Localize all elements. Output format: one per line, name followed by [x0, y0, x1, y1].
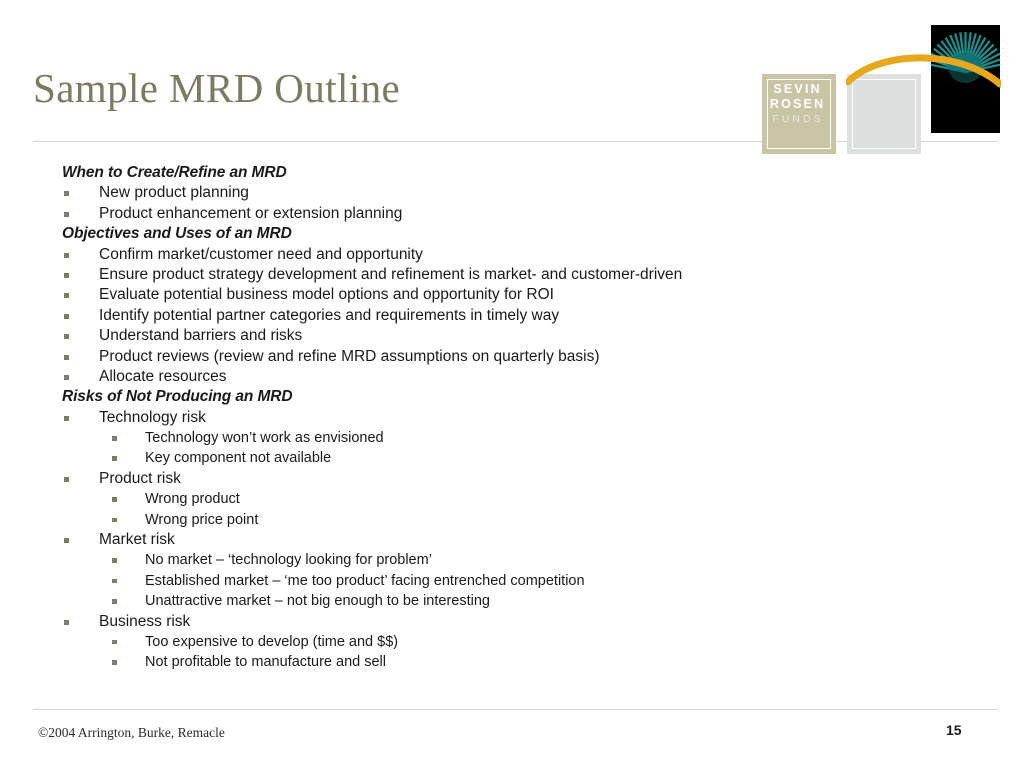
- outline-text: Allocate resources: [99, 367, 227, 385]
- square-bullet-icon: [112, 436, 117, 441]
- outline-text: Confirm market/customer need and opportunity: [99, 245, 423, 263]
- outline-bullet-level-2: [62, 448, 962, 468]
- outline-text: Not profitable to manufacture and sell: [145, 654, 386, 671]
- outline-text: Ensure product strategy development and refinement is market- and customer-driven: [99, 265, 683, 283]
- outline-text: Evaluate potential business model options and opportunity for ROI: [99, 286, 554, 304]
- square-bullet-icon: [64, 212, 69, 217]
- square-bullet-icon: [64, 191, 69, 196]
- outline-text: Product reviews (review and refine MRD assumptions on quarterly basis): [99, 347, 600, 365]
- logo-accent-square-gray: [847, 74, 921, 154]
- outline-bullet-level-1: [62, 306, 962, 326]
- outline-bullet-level-1: [62, 469, 962, 489]
- outline-bullet-level-2: [62, 428, 962, 448]
- outline-bullet-level-1: [62, 265, 962, 285]
- outline-text: Wrong price point: [145, 511, 259, 528]
- outline-bullet-level-1: [62, 183, 962, 203]
- outline-text: Key component not available: [145, 450, 332, 467]
- outline-bullet-level-2: [62, 489, 962, 509]
- outline-text: Identify potential partner categories and requirements in timely way: [99, 306, 560, 324]
- page-title: Sample MRD Outline: [33, 65, 401, 111]
- outline-bullet-level-1: [62, 367, 962, 387]
- footer-divider: [33, 709, 997, 710]
- outline-bullet-level-2: [62, 571, 962, 591]
- square-bullet-icon: [112, 660, 117, 665]
- square-bullet-icon: [64, 355, 69, 360]
- square-bullet-icon: [64, 253, 69, 258]
- square-bullet-icon: [112, 640, 117, 645]
- outline-bullet-level-1: [62, 612, 962, 632]
- square-bullet-icon: [64, 477, 69, 482]
- outline-text: Product enhancement or extension planning: [99, 204, 403, 222]
- outline-text: Established market – ‘me too product’ facing entrenched competition: [145, 572, 585, 589]
- footer-copyright: ©2004 Arrington, Burke, Remacle: [38, 725, 225, 740]
- outline-heading: [62, 163, 962, 183]
- outline-bullet-level-1: [62, 347, 962, 367]
- outline-bullet-level-2: [62, 510, 962, 530]
- square-bullet-icon: [64, 334, 69, 339]
- logo-black-mark: [931, 25, 1000, 133]
- sevin-rosen-funds-logo: [762, 25, 1000, 133]
- outline-text: No market – ‘technology looking for problem’: [145, 552, 432, 569]
- square-bullet-icon: [64, 416, 69, 421]
- square-bullet-icon: [64, 538, 69, 543]
- outline-bullet-level-1: [62, 245, 962, 265]
- outline-text: Technology won’t work as envisioned: [145, 430, 384, 447]
- square-bullet-icon: [64, 620, 69, 625]
- outline-text: Understand barriers and risks: [99, 327, 303, 345]
- square-bullet-icon: [112, 558, 117, 563]
- outline-bullet-level-1: [62, 285, 962, 305]
- square-bullet-icon: [112, 599, 117, 604]
- title-block: [33, 62, 733, 124]
- square-bullet-icon: [64, 375, 69, 380]
- outline-text: When to Create/Refine an MRD: [62, 164, 287, 181]
- outline-bullet-level-1: [62, 408, 962, 428]
- square-bullet-icon: [112, 579, 117, 584]
- outline-bullet-level-2: [62, 550, 962, 570]
- outline-text: Market risk: [99, 531, 175, 549]
- square-bullet-icon: [64, 273, 69, 278]
- outline-text: Objectives and Uses of an MRD: [62, 225, 292, 243]
- outline-body: [62, 163, 962, 673]
- outline-heading: [62, 387, 962, 407]
- square-bullet-icon: [112, 518, 117, 523]
- outline-bullet-level-2: [62, 652, 962, 672]
- outline-text: New product planning: [99, 184, 249, 202]
- footer-page-number: 15: [946, 722, 962, 738]
- square-bullet-icon: [64, 314, 69, 319]
- square-bullet-icon: [112, 456, 117, 461]
- square-bullet-icon: [64, 293, 69, 298]
- outline-text: Risks of Not Producing an MRD: [62, 388, 293, 406]
- outline-text: Wrong product: [145, 491, 240, 508]
- outline-bullet-level-1: [62, 204, 962, 224]
- logo-word-rosen: ROSEN: [769, 97, 826, 111]
- outline-text: Too expensive to develop (time and $$): [145, 633, 399, 650]
- outline-text: Business risk: [99, 612, 191, 630]
- outline-bullet-level-2: [62, 632, 962, 652]
- outline-bullet-level-2: [62, 591, 962, 611]
- outline-text: Technology risk: [99, 408, 206, 426]
- logo-word-sevin: SEVIN: [773, 82, 822, 96]
- outline-bullet-level-1: [62, 530, 962, 550]
- logo-word-funds: FUNDS: [772, 113, 824, 125]
- starburst-icon: [931, 32, 1000, 83]
- outline-heading: [62, 224, 962, 244]
- outline-text: Unattractive market – not big enough to be interesting: [145, 593, 490, 610]
- outline-text: Product risk: [99, 469, 181, 487]
- outline-bullet-level-1: [62, 326, 962, 346]
- square-bullet-icon: [112, 497, 117, 502]
